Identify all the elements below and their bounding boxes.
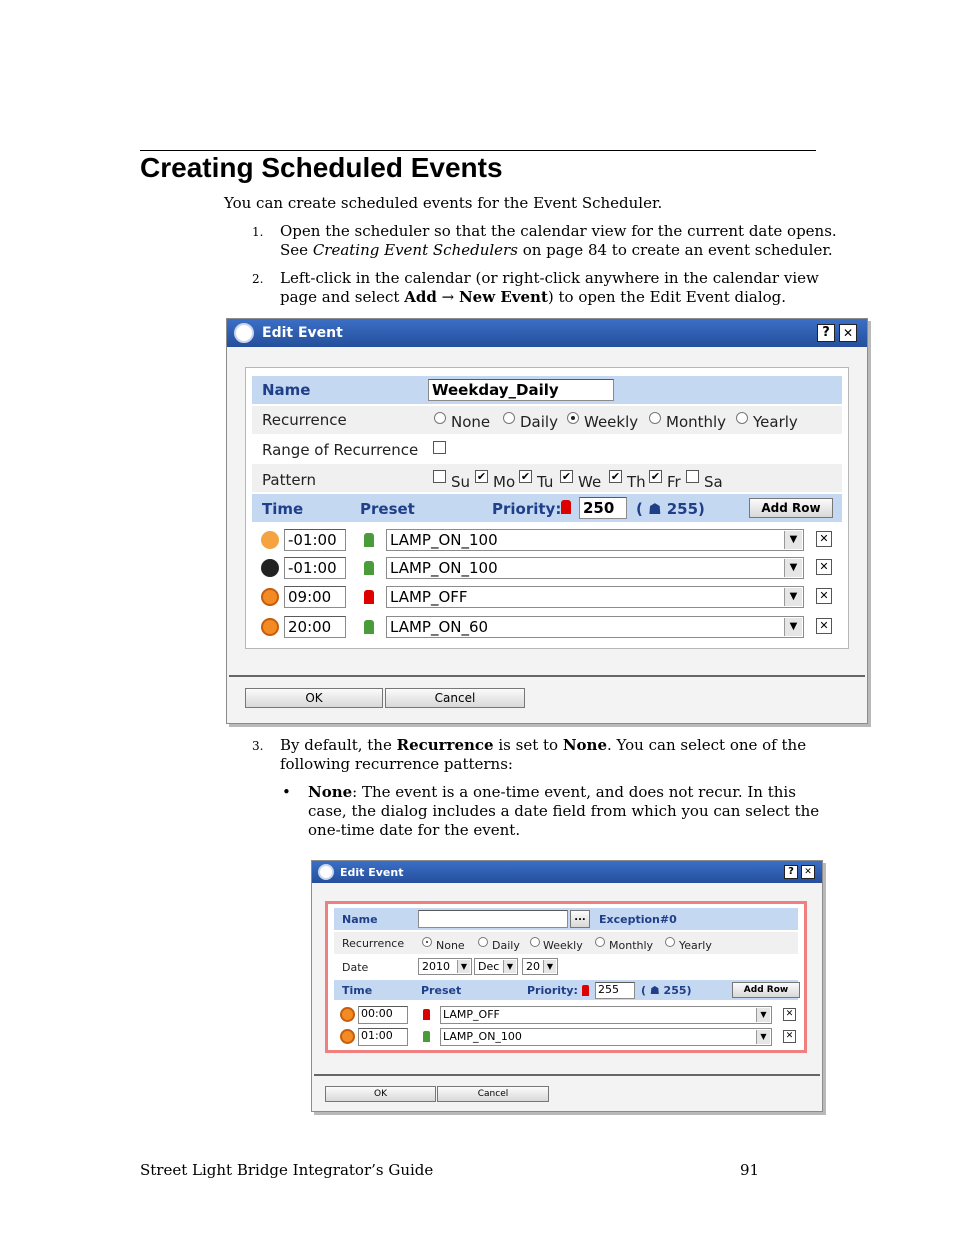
event-row xyxy=(334,1026,798,1048)
chevron-down-icon[interactable]: ▼ xyxy=(503,960,516,973)
ok-button[interactable]: OK xyxy=(245,688,383,708)
time-preset-header xyxy=(334,980,798,1000)
chevron-down-icon[interactable]: ▼ xyxy=(543,960,556,973)
step-3-text xyxy=(280,736,806,774)
day-tu-checkbox[interactable]: ✔ xyxy=(520,470,531,483)
help-button[interactable]: ? xyxy=(817,324,835,342)
lamp-on-icon xyxy=(423,1031,430,1042)
step-3-recurrence: Recurrence xyxy=(396,736,494,754)
recurrence-row xyxy=(252,406,842,434)
cancel-button[interactable]: Cancel xyxy=(385,688,525,708)
month-value: Dec xyxy=(478,960,500,973)
priority-max: ( ☗ 255) xyxy=(636,500,705,518)
step-3-text-c: . You can select one of the xyxy=(607,736,807,754)
dialog-title-bar xyxy=(227,319,867,347)
clock-icon xyxy=(261,618,279,636)
chevron-down-icon[interactable]: ▼ xyxy=(784,618,802,636)
day-sa-checkbox[interactable] xyxy=(686,470,699,483)
bullet-text xyxy=(308,783,819,840)
recurrence-monthly-label: Monthly xyxy=(666,413,727,431)
sunset-icon xyxy=(261,559,279,577)
step-2-text-b: ) to open the Edit Event dialog. xyxy=(547,288,787,306)
year-select[interactable] xyxy=(418,958,472,975)
dialog-title: Edit Event xyxy=(340,866,404,879)
step-1-line-1: Open the scheduler so that the calendar view for the current date opens. xyxy=(280,222,837,240)
event-row xyxy=(252,583,842,611)
clock-icon xyxy=(261,588,279,606)
add-row-button[interactable]: Add Row xyxy=(732,982,800,998)
day-tu-label: Tu xyxy=(537,473,554,491)
range-checkbox[interactable] xyxy=(433,441,446,454)
edit-event-dialog xyxy=(226,318,868,724)
step-1-line-2 xyxy=(280,241,837,260)
preset-select[interactable] xyxy=(386,586,804,608)
chevron-down-icon[interactable]: ▼ xyxy=(756,1008,770,1022)
day-fr-checkbox[interactable]: ✔ xyxy=(650,470,661,483)
day-mo-checkbox[interactable]: ✔ xyxy=(476,470,487,483)
dialog-title: Edit Event xyxy=(262,325,343,341)
chevron-down-icon[interactable]: ▼ xyxy=(784,531,802,549)
ok-button[interactable]: OK xyxy=(325,1086,436,1102)
clock-icon xyxy=(234,323,254,343)
bullet-term: None xyxy=(308,783,353,801)
step-1-cross-reference[interactable]: Creating Event Schedulers xyxy=(312,241,518,259)
preset-value: LAMP_ON_100 xyxy=(390,559,498,577)
delete-row-button[interactable]: ✕ xyxy=(816,559,832,575)
event-row xyxy=(252,554,842,582)
delete-row-button[interactable]: ✕ xyxy=(816,531,832,547)
step-3-line-2: following recurrence patterns: xyxy=(280,755,513,773)
name-label: Name xyxy=(342,913,378,926)
recurrence-label: Recurrence xyxy=(342,937,405,950)
recurrence-yearly-radio[interactable] xyxy=(736,412,748,424)
step-2-line-2 xyxy=(280,288,819,307)
step-2-line-1: Left-click in the calendar (or right-click anywhere in the calendar view xyxy=(280,269,819,287)
chevron-down-icon[interactable]: ▼ xyxy=(756,1030,770,1044)
recurrence-label: Recurrence xyxy=(262,411,347,429)
name-row xyxy=(252,376,842,404)
date-label: Date xyxy=(342,961,369,974)
step-number: 3. xyxy=(252,739,264,753)
step-2-new-event: New Event xyxy=(458,288,548,306)
recurrence-weekly-radio[interactable] xyxy=(530,937,540,947)
preset-value: LAMP_ON_100 xyxy=(390,531,498,549)
step-2-text xyxy=(280,269,819,307)
browse-button[interactable]: ... xyxy=(570,910,590,928)
bullet-mark: • xyxy=(282,783,291,801)
exception-label: Exception#0 xyxy=(599,913,677,926)
preset-select[interactable] xyxy=(386,616,804,638)
preset-value: LAMP_OFF xyxy=(390,588,468,606)
priority-input[interactable]: 255 xyxy=(595,982,635,999)
day-we-label: We xyxy=(578,473,602,491)
lamp-on-icon xyxy=(364,620,374,634)
dialog-separator xyxy=(314,1074,820,1076)
event-row xyxy=(252,613,842,641)
delete-row-button[interactable]: ✕ xyxy=(783,1008,796,1021)
step-1-text-a: See xyxy=(280,241,313,259)
delete-row-button[interactable]: ✕ xyxy=(783,1030,796,1043)
name-label: Name xyxy=(262,381,311,399)
day-su-label: Su xyxy=(451,473,471,491)
section-heading: Creating Scheduled Events xyxy=(140,152,503,183)
recurrence-yearly-label: Yearly xyxy=(679,939,712,952)
recurrence-monthly-radio[interactable] xyxy=(649,412,661,424)
intro-paragraph: You can create scheduled events for the Event Scheduler. xyxy=(224,194,663,212)
event-row xyxy=(252,526,842,554)
recurrence-none-label: None xyxy=(436,939,465,952)
day-we-checkbox[interactable]: ✔ xyxy=(561,470,572,483)
year-value: 2010 xyxy=(422,960,450,973)
recurrence-none-radio[interactable] xyxy=(434,412,446,424)
event-panel xyxy=(245,367,849,649)
recurrence-none-radio[interactable] xyxy=(422,937,432,947)
step-3-line-1 xyxy=(280,736,806,755)
preset-header: Preset xyxy=(421,984,462,997)
priority-max: ( ☗ 255) xyxy=(641,984,692,997)
preset-value: LAMP_ON_100 xyxy=(443,1030,522,1043)
close-button[interactable]: ✕ xyxy=(839,324,857,342)
preset-value: LAMP_ON_60 xyxy=(390,618,489,636)
preset-select[interactable] xyxy=(440,1028,772,1046)
recurrence-none-label: None xyxy=(451,413,491,431)
day-th-checkbox[interactable]: ✔ xyxy=(610,470,621,483)
clock-icon xyxy=(340,1007,355,1022)
time-input[interactable]: 09:00 xyxy=(284,586,346,608)
time-header: Time xyxy=(262,500,304,518)
add-row-button[interactable]: Add Row xyxy=(749,498,833,518)
clock-icon xyxy=(340,1029,355,1044)
edit-event-dialog-none xyxy=(311,860,823,1112)
help-button[interactable]: ? xyxy=(784,865,798,879)
chevron-down-icon[interactable]: ▼ xyxy=(784,588,802,606)
time-input[interactable]: 01:00 xyxy=(358,1028,408,1046)
clock-icon xyxy=(318,864,334,880)
date-row xyxy=(334,956,798,978)
step-3-none: None xyxy=(562,736,607,754)
step-2-text-a: page and select xyxy=(280,288,405,306)
preset-select[interactable] xyxy=(440,1006,772,1024)
pattern-label: Pattern xyxy=(262,471,316,489)
time-input[interactable]: -01:00 xyxy=(284,529,346,551)
delete-row-button[interactable]: ✕ xyxy=(816,588,832,604)
lamp-off-icon xyxy=(364,590,374,604)
name-input[interactable]: Weekday_Daily xyxy=(428,379,614,401)
recurrence-yearly-radio[interactable] xyxy=(665,937,675,947)
recurrence-weekly-label: Weekly xyxy=(543,939,583,952)
name-row xyxy=(334,908,798,930)
event-row xyxy=(334,1004,798,1026)
month-select[interactable] xyxy=(474,958,518,975)
day-su-checkbox[interactable] xyxy=(433,470,446,483)
priority-input[interactable]: 250 xyxy=(579,497,627,519)
chevron-down-icon[interactable]: ▼ xyxy=(784,559,802,577)
header-rule xyxy=(140,150,816,151)
dialog-title-bar xyxy=(312,861,822,883)
recurrence-daily-radio[interactable] xyxy=(478,937,488,947)
day-value: 20 xyxy=(526,960,540,973)
priority-label: Priority: xyxy=(492,500,562,518)
time-input[interactable]: 20:00 xyxy=(284,616,346,638)
sunrise-icon xyxy=(261,531,279,549)
recurrence-row xyxy=(334,932,798,954)
day-select[interactable] xyxy=(522,958,558,975)
dialog-separator xyxy=(229,675,865,677)
time-input[interactable]: 00:00 xyxy=(358,1006,408,1024)
day-th-label: Th xyxy=(627,473,646,491)
pattern-row xyxy=(252,464,842,492)
recurrence-daily-label: Daily xyxy=(492,939,520,952)
preset-value: LAMP_OFF xyxy=(443,1008,500,1021)
recurrence-weekly-radio[interactable] xyxy=(567,412,579,424)
step-1-text xyxy=(280,222,837,260)
time-preset-header xyxy=(252,494,842,522)
name-input[interactable] xyxy=(418,910,568,928)
step-3-text-b: is set to xyxy=(493,736,563,754)
close-button[interactable]: ✕ xyxy=(801,865,815,879)
step-number: 2. xyxy=(252,272,264,286)
recurrence-yearly-label: Yearly xyxy=(753,413,798,431)
lamp-on-icon xyxy=(364,561,374,575)
cancel-button[interactable]: Cancel xyxy=(437,1086,549,1102)
step-number: 1. xyxy=(252,225,264,239)
preset-select[interactable] xyxy=(386,557,804,579)
day-sa-label: Sa xyxy=(704,473,723,491)
preset-header: Preset xyxy=(360,500,415,518)
day-mo-label: Mo xyxy=(493,473,516,491)
lamp-off-icon xyxy=(582,985,589,996)
bullet-line-3: one-time date for the event. xyxy=(308,821,521,839)
chevron-down-icon[interactable]: ▼ xyxy=(457,960,470,973)
bullet-line-1-rest: : The event is a one-time event, and does not recur. In this xyxy=(352,783,796,801)
lamp-off-icon xyxy=(423,1009,430,1020)
event-panel-highlighted xyxy=(325,901,807,1053)
step-2-add: Add xyxy=(404,288,437,306)
preset-select[interactable] xyxy=(386,529,804,551)
footer-title: Street Light Bridge Integrator’s Guide xyxy=(140,1161,434,1179)
recurrence-monthly-radio[interactable] xyxy=(595,937,605,947)
time-input[interactable]: -01:00 xyxy=(284,557,346,579)
recurrence-daily-radio[interactable] xyxy=(503,412,515,424)
time-header: Time xyxy=(342,984,373,997)
page-number: 91 xyxy=(740,1161,760,1179)
lamp-off-icon xyxy=(561,500,571,514)
range-row xyxy=(252,436,842,464)
lamp-on-icon xyxy=(364,533,374,547)
step-1-text-b: on page 84 to create an event scheduler. xyxy=(517,241,833,259)
priority-label: Priority: xyxy=(527,984,578,997)
step-3-text-a: By default, the xyxy=(280,736,397,754)
range-label: Range of Recurrence xyxy=(262,441,419,459)
day-fr-label: Fr xyxy=(667,473,681,491)
recurrence-weekly-label: Weekly xyxy=(584,413,639,431)
step-2-arrow: → xyxy=(436,288,459,306)
bullet-line-1 xyxy=(308,783,819,802)
recurrence-monthly-label: Monthly xyxy=(609,939,654,952)
delete-row-button[interactable]: ✕ xyxy=(816,618,832,634)
bullet-line-2: case, the dialog includes a date field from which you can select the xyxy=(308,802,820,820)
recurrence-daily-label: Daily xyxy=(520,413,558,431)
